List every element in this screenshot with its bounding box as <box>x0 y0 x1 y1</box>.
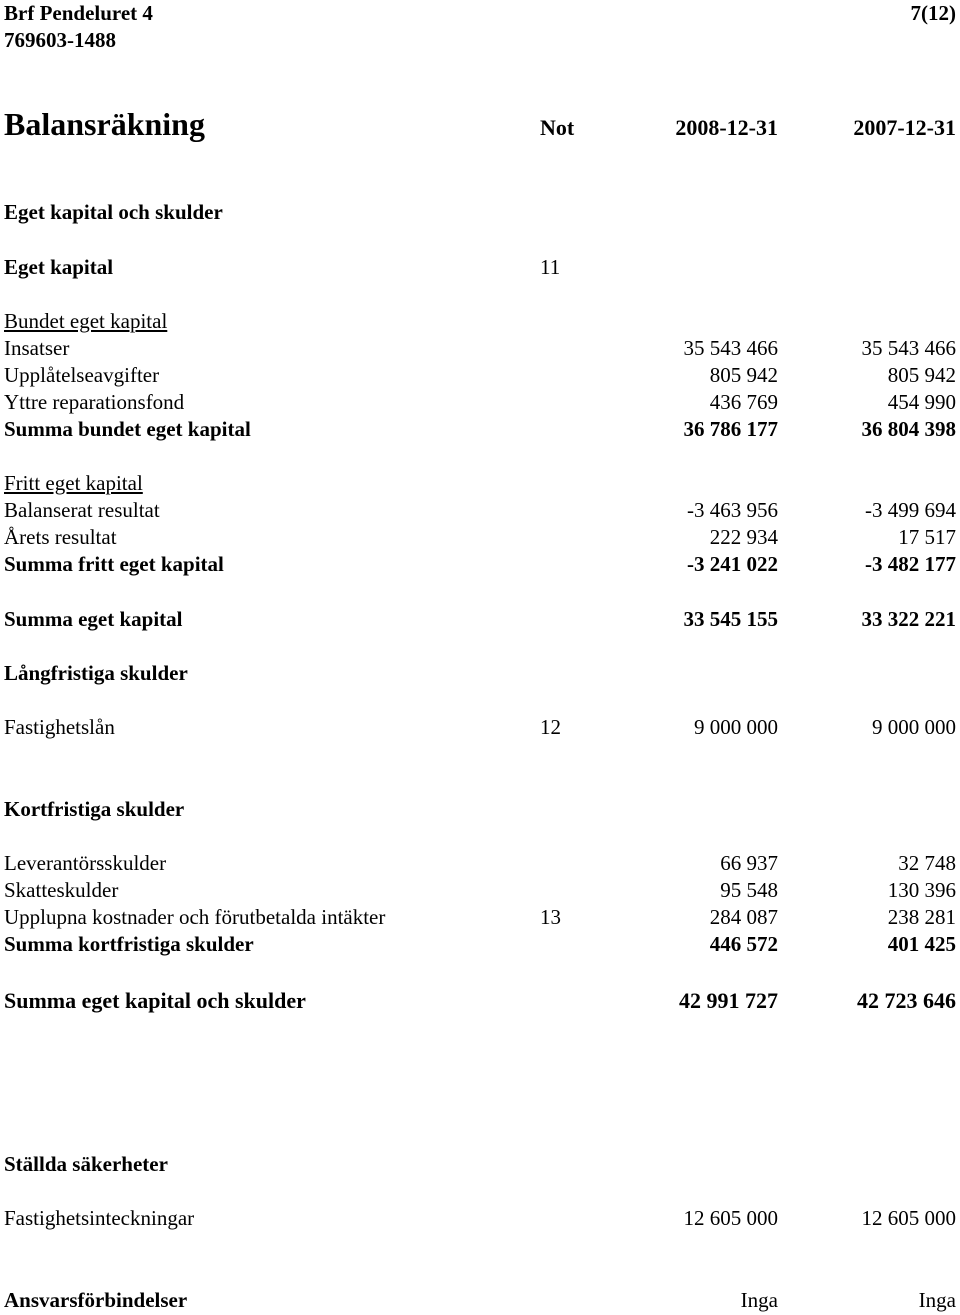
column-header-note: Not <box>540 115 575 140</box>
section-heading: Kortfristiga skulder <box>4 797 185 821</box>
subsection-heading: Fritt eget kapital <box>4 471 143 495</box>
note-ref: 13 <box>540 905 561 929</box>
subtotal-row: Summa bundet eget kapital 36 786 177 36 804 398 <box>4 417 956 441</box>
column-header-2008: 2008-12-31 <box>675 115 778 140</box>
document-header <box>4 0 153 54</box>
table-row: Insatser 35 543 466 35 543 466 <box>4 336 956 360</box>
association-name: Brf Pendeluret 4 <box>4 1 153 25</box>
subtotal-row: Summa kortfristiga skulder 446 572 401 425 <box>4 932 956 956</box>
title-row <box>4 104 956 144</box>
table-row: Fastighetsinteckningar 12 605 000 12 605 000 <box>4 1206 956 1230</box>
table-row: Fastighetslån 12 9 000 000 9 000 000 <box>4 715 956 739</box>
grand-total-row: Summa eget kapital och skulder 42 991 727 42 723 646 <box>4 988 956 1013</box>
table-row: Årets resultat 222 934 17 517 <box>4 525 956 549</box>
equity-heading-row: Eget kapital 11 <box>4 255 561 279</box>
note-ref: 11 <box>540 255 561 279</box>
table-row: Leverantörsskulder 66 937 32 748 <box>4 851 956 875</box>
subsection-heading: Bundet eget kapital <box>4 309 168 333</box>
table-row: Upplupna kostnader och förutbetalda intäkter 13 284 087 238 281 <box>4 905 956 929</box>
table-row: Upplåtelseavgifter 805 942 805 942 <box>4 363 956 387</box>
section-heading: Ställda säkerheter <box>4 1152 168 1176</box>
organization-number: 769603-1488 <box>4 28 116 52</box>
table-row: Balanserat resultat -3 463 956 -3 499 694 <box>4 498 956 522</box>
table-row: Yttre reparationsfond 436 769 454 990 <box>4 390 956 414</box>
page-number: 7(12) <box>910 1 956 25</box>
contingent-liabilities-row: Ansvarsförbindelser Inga Inga <box>4 1288 956 1312</box>
note-ref: 12 <box>540 715 561 739</box>
subtotal-row: Summa fritt eget kapital -3 241 022 -3 482 177 <box>4 552 956 576</box>
table-row: Skatteskulder 95 548 130 396 <box>4 878 956 902</box>
column-header-2007: 2007-12-31 <box>853 115 956 140</box>
section-heading: Eget kapital och skulder <box>4 200 223 224</box>
total-row: Summa eget kapital 33 545 155 33 322 221 <box>4 607 956 631</box>
section-heading: Långfristiga skulder <box>4 661 188 685</box>
page-title: Balansräkning <box>4 106 205 142</box>
